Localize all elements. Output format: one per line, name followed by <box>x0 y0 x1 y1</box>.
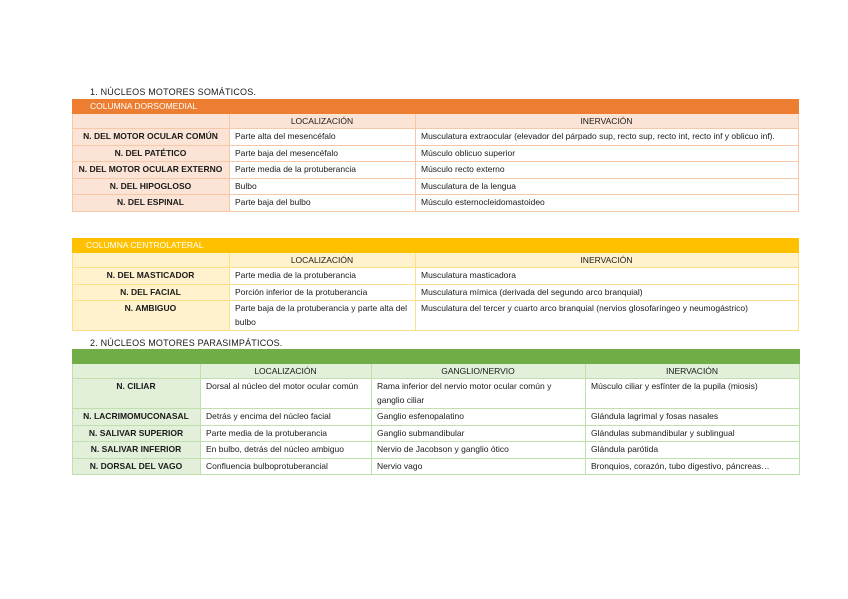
col-localizacion: LOCALIZACIÓN <box>230 253 416 268</box>
nucleus-name: N. SALIVAR INFERIOR <box>73 442 201 459</box>
centrolateral-table <box>72 238 799 331</box>
parasympathetic-header-row <box>73 364 800 379</box>
innervation-cell: Glándula lagrimal y fosas nasales <box>586 409 800 426</box>
nucleus-name: N. CILIAR <box>73 379 201 409</box>
innervation-cell: Músculo oblicuo superior <box>416 145 799 162</box>
localization-cell: Parte alta del mesencéfalo <box>230 129 416 146</box>
table-row <box>73 129 799 146</box>
nucleus-name: N. DORSAL DEL VAGO <box>73 458 201 475</box>
innervation-cell: Glándulas submandibular y sublingual <box>586 425 800 442</box>
table-row <box>73 425 800 442</box>
ganglion-cell: Rama inferior del nervio motor ocular común y ganglio ciliar <box>372 379 586 409</box>
nucleus-name: N. DEL MOTOR OCULAR COMÚN <box>73 129 230 146</box>
innervation-cell: Glándula parótida <box>586 442 800 459</box>
nucleus-name: N. AMBIGUO <box>73 301 230 331</box>
table-row <box>73 195 799 212</box>
localization-cell: Parte baja del bulbo <box>230 195 416 212</box>
centrolateral-header-row <box>73 253 799 268</box>
dorsomedial-title: COLUMNA DORSOMEDIAL <box>73 100 799 114</box>
localization-cell: Confluencia bulboprotuberancial <box>201 458 372 475</box>
centrolateral-title-row <box>73 239 799 253</box>
nucleus-name: N. DEL ESPINAL <box>73 195 230 212</box>
table-row <box>73 301 799 331</box>
col-ganglio-nervio: GANGLIO/NERVIO <box>372 364 586 379</box>
localization-cell: Porción inferior de la protuberancia <box>230 284 416 301</box>
innervation-cell: Musculatura de la lengua <box>416 178 799 195</box>
ganglion-cell: Nervio de Jacobson y ganglio ótico <box>372 442 586 459</box>
innervation-cell: Musculatura del tercer y cuarto arco branquial (nervios glosofaríngeo y neumogástrico) <box>416 301 799 331</box>
ganglion-cell: Nervio vago <box>372 458 586 475</box>
nucleus-name: N. DEL PATÉTICO <box>73 145 230 162</box>
table-row <box>73 178 799 195</box>
table-row <box>73 284 799 301</box>
nucleus-name: N. SALIVAR SUPERIOR <box>73 425 201 442</box>
dorsomedial-table <box>72 99 799 212</box>
table-row <box>73 268 799 285</box>
ganglion-cell: Ganglio esfenopalatino <box>372 409 586 426</box>
parasympathetic-table <box>72 349 800 475</box>
dorsomedial-header-row <box>73 114 799 129</box>
col-localizacion: LOCALIZACIÓN <box>201 364 372 379</box>
table-row <box>73 162 799 179</box>
localization-cell: Parte baja de la protuberancia y parte alta del bulbo <box>230 301 416 331</box>
col-inervacion: INERVACIÓN <box>586 364 800 379</box>
innervation-cell: Musculatura mímica (derivada del segundo arco branquial) <box>416 284 799 301</box>
col-localizacion: LOCALIZACIÓN <box>230 114 416 129</box>
localization-cell: Dorsal al núcleo del motor ocular común <box>201 379 372 409</box>
localization-cell: Parte media de la protuberancia <box>230 162 416 179</box>
localization-cell: Parte media de la protuberancia <box>201 425 372 442</box>
innervation-cell: Bronquios, corazón, tubo digestivo, páncreas… <box>586 458 800 475</box>
nucleus-name: N. DEL HIPOGLOSO <box>73 178 230 195</box>
table-row <box>73 458 800 475</box>
localization-cell: Detrás y encima del núcleo facial <box>201 409 372 426</box>
localization-cell: En bulbo, detrás del núcleo ambiguo <box>201 442 372 459</box>
col-inervacion: INERVACIÓN <box>416 114 799 129</box>
localization-cell: Parte baja del mesencéfalo <box>230 145 416 162</box>
ganglion-cell: Ganglio submandibular <box>372 425 586 442</box>
nucleus-name: N. DEL MOTOR OCULAR EXTERNO <box>73 162 230 179</box>
table-row <box>73 145 799 162</box>
localization-cell: Parte media de la protuberancia <box>230 268 416 285</box>
centrolateral-title: COLUMNA CENTROLATERAL <box>73 239 799 253</box>
nucleus-name: N. DEL FACIAL <box>73 284 230 301</box>
col-inervacion: INERVACIÓN <box>416 253 799 268</box>
dorsomedial-title-row <box>73 100 799 114</box>
section1-heading: 1. NÚCLEOS MOTORES SOMÁTICOS. <box>90 87 257 97</box>
parasympathetic-title-row <box>73 350 800 364</box>
table-row <box>73 409 800 426</box>
localization-cell: Bulbo <box>230 178 416 195</box>
innervation-cell: Músculo ciliar y esfínter de la pupila (miosis) <box>586 379 800 409</box>
innervation-cell: Musculatura extraocular (elevador del párpado sup, recto sup, recto int, recto inf y oblicuo inf). <box>416 129 799 146</box>
nucleus-name: N. DEL MASTICADOR <box>73 268 230 285</box>
innervation-cell: Músculo recto externo <box>416 162 799 179</box>
table-row <box>73 379 800 409</box>
table-row <box>73 442 800 459</box>
section2-heading: 2. NÚCLEOS MOTORES PARASIMPÁTICOS. <box>90 338 283 348</box>
innervation-cell: Músculo esternocleidomastoideo <box>416 195 799 212</box>
innervation-cell: Musculatura masticadora <box>416 268 799 285</box>
nucleus-name: N. LACRIMOMUCONASAL <box>73 409 201 426</box>
